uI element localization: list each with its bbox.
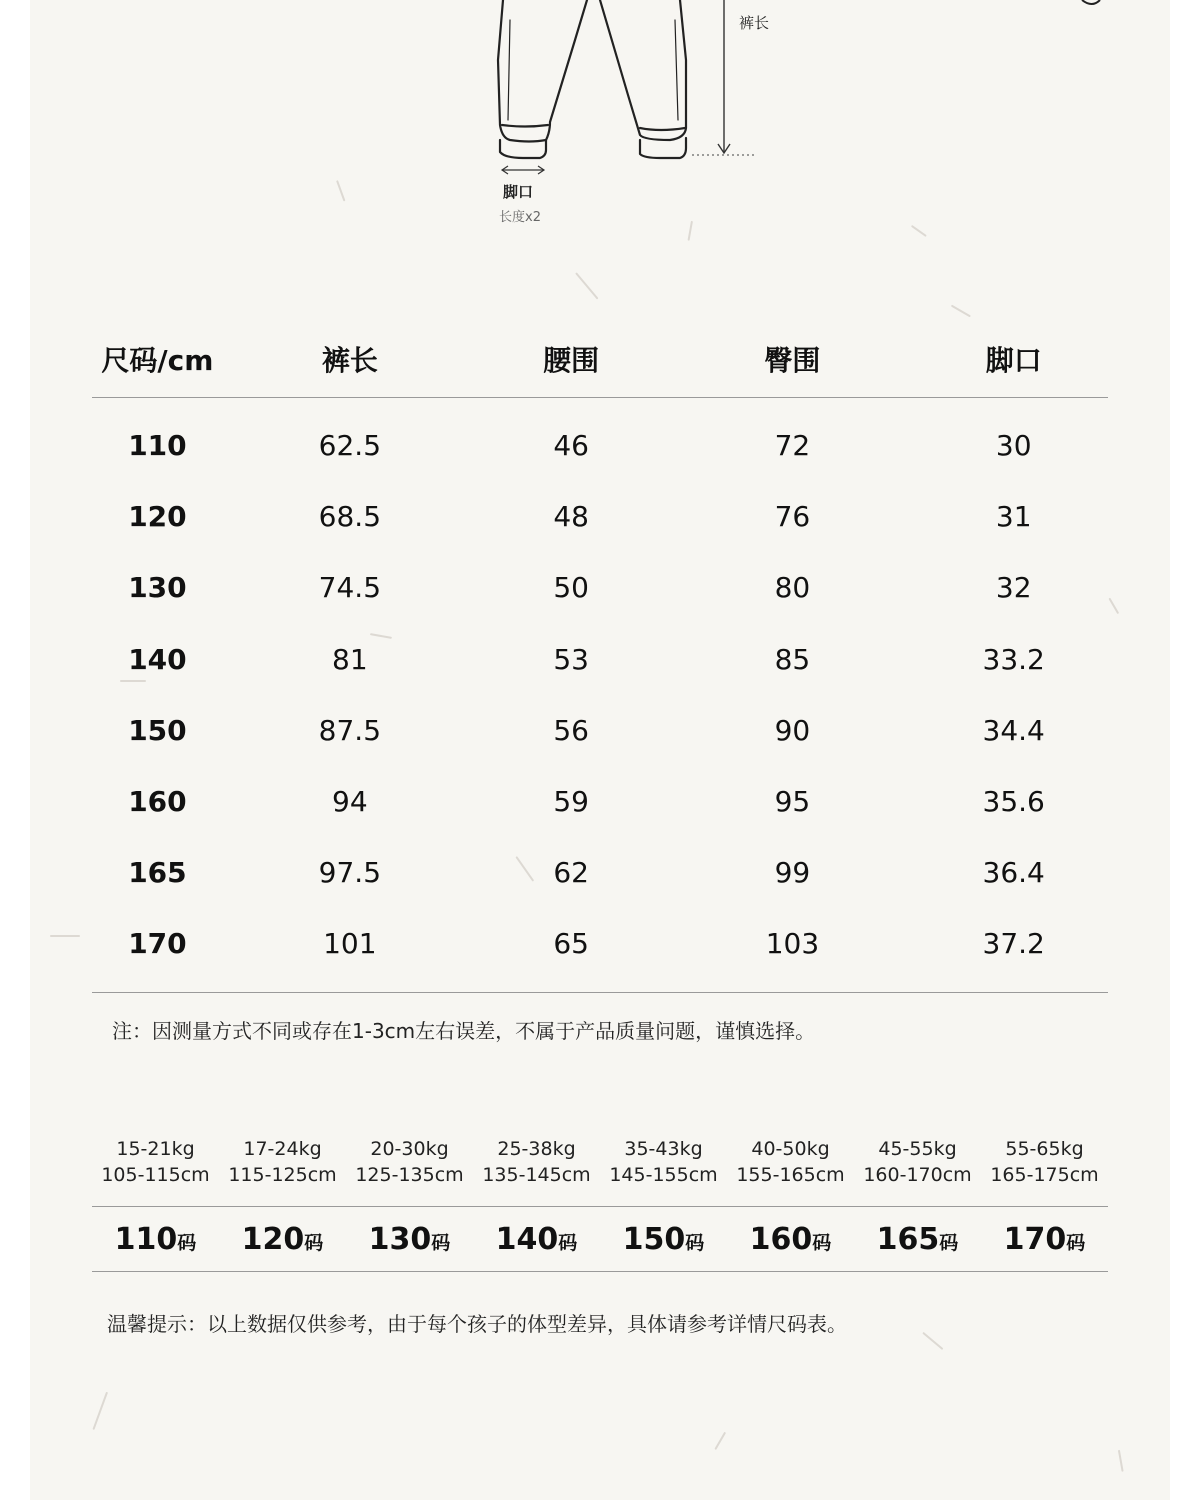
size-label — [727, 1222, 854, 1257]
length-label: 裤长 — [739, 14, 770, 32]
cuff-cell: 36.4 — [982, 856, 1045, 890]
header-pants-length: 裤长 — [321, 343, 378, 377]
waist-cell: 46 — [553, 429, 589, 463]
range-cell — [92, 1130, 219, 1206]
size-cell: 170 — [128, 927, 187, 961]
size-label — [473, 1222, 600, 1257]
weight-range: 45-55kg — [878, 1138, 957, 1160]
paper-fiber — [92, 1392, 107, 1430]
range-cell — [346, 1130, 473, 1206]
hip-cell: 103 — [765, 927, 820, 961]
cuff-cell: 31 — [995, 500, 1032, 534]
range-cell — [219, 1130, 346, 1206]
cuff-cell: 33.2 — [982, 642, 1045, 676]
size-label — [981, 1222, 1108, 1257]
table-row — [92, 624, 1108, 695]
size-table-body — [92, 398, 1108, 993]
size-unit: 码 — [177, 1231, 197, 1254]
cuff-label: 脚口 — [503, 183, 534, 201]
measurement-note: 注：因测量方式不同或存在1-3cm左右误差，不属于产品质量问题，谨慎选择。 — [112, 1019, 816, 1043]
size-table — [92, 320, 1108, 993]
size-label — [600, 1222, 727, 1257]
size-number: 130 — [368, 1221, 432, 1257]
size-label — [854, 1222, 981, 1257]
length-cell: 94 — [332, 785, 368, 819]
recommendation-ranges — [92, 1130, 1108, 1207]
size-label — [92, 1222, 219, 1257]
header-cuff: 脚口 — [985, 343, 1042, 377]
warm-tip: 温馨提示：以上数据仅供参考，由于每个孩子的体型差异，具体请参考详情尺码表。 — [107, 1312, 847, 1336]
waist-cell: 56 — [553, 713, 589, 747]
table-row — [92, 552, 1108, 623]
waist-cell: 62 — [553, 856, 589, 890]
length-cell: 97.5 — [318, 856, 382, 890]
size-number: 150 — [622, 1221, 686, 1257]
waist-cell: 50 — [553, 571, 589, 605]
waist-cell: 53 — [553, 642, 589, 676]
header-size: 尺码/cm — [101, 343, 214, 377]
range-cell — [981, 1130, 1108, 1206]
size-cell: 130 — [128, 571, 187, 605]
weight-range: 40-50kg — [751, 1138, 830, 1160]
header-waist: 腰围 — [543, 343, 600, 377]
range-cell — [600, 1130, 727, 1206]
recommendation-sizes — [92, 1207, 1108, 1272]
height-range: 105-115cm — [101, 1164, 210, 1186]
hip-cell: 72 — [774, 429, 811, 463]
size-recommendation — [92, 1130, 1108, 1272]
height-range: 165-175cm — [990, 1164, 1099, 1186]
range-cell — [854, 1130, 981, 1206]
size-label — [219, 1222, 346, 1257]
header-hip: 臀围 — [764, 343, 821, 377]
weight-range: 25-38kg — [497, 1138, 576, 1160]
height-range: 155-165cm — [736, 1164, 845, 1186]
length-cell: 62.5 — [318, 429, 382, 463]
size-unit: 码 — [558, 1231, 578, 1254]
length-cell: 101 — [323, 927, 377, 961]
length-cell: 81 — [332, 642, 368, 676]
size-cell: 120 — [128, 500, 187, 534]
hip-cell: 85 — [774, 642, 811, 676]
paper-fiber — [951, 305, 971, 317]
hip-cell: 95 — [774, 785, 811, 819]
weight-range: 20-30kg — [370, 1138, 449, 1160]
table-row — [92, 837, 1108, 908]
size-unit: 码 — [431, 1231, 451, 1254]
cuff-cell: 37.2 — [982, 927, 1045, 961]
cuff-note: 长度x2 — [499, 210, 541, 225]
table-row — [92, 410, 1108, 481]
paper-fiber — [575, 272, 598, 299]
size-cell: 165 — [128, 856, 187, 890]
weight-range: 15-21kg — [116, 1138, 195, 1160]
table-row — [92, 695, 1108, 766]
size-number: 140 — [495, 1221, 559, 1257]
size-table-header — [92, 320, 1108, 398]
weight-range: 35-43kg — [624, 1138, 703, 1160]
cuff-cell: 34.4 — [982, 713, 1045, 747]
pants-outline-icon — [30, 0, 1170, 240]
height-range: 160-170cm — [863, 1164, 972, 1186]
cuff-cell: 32 — [995, 571, 1032, 605]
waist-cell: 48 — [553, 500, 589, 534]
table-row — [92, 908, 1108, 979]
size-number: 165 — [876, 1221, 940, 1257]
size-unit: 码 — [1066, 1231, 1086, 1254]
paper-fiber — [1118, 1450, 1123, 1472]
size-number: 120 — [241, 1221, 305, 1257]
size-number: 160 — [749, 1221, 813, 1257]
length-cell: 74.5 — [318, 571, 382, 605]
size-chart-page — [30, 0, 1170, 1500]
cuff-cell: 35.6 — [982, 785, 1045, 819]
size-number: 170 — [1003, 1221, 1067, 1257]
size-unit: 码 — [685, 1231, 705, 1254]
paper-fiber — [923, 1332, 944, 1350]
range-cell — [727, 1130, 854, 1206]
size-unit: 码 — [939, 1231, 959, 1254]
paper-fiber — [50, 935, 80, 937]
hip-cell: 90 — [774, 713, 811, 747]
table-row — [92, 481, 1108, 552]
size-unit: 码 — [304, 1231, 324, 1254]
height-range: 115-125cm — [228, 1164, 337, 1186]
height-range: 135-145cm — [482, 1164, 591, 1186]
waist-cell: 65 — [553, 927, 589, 961]
weight-range: 55-65kg — [1005, 1138, 1084, 1160]
weight-range: 17-24kg — [243, 1138, 322, 1160]
length-cell: 87.5 — [318, 713, 382, 747]
length-cell: 68.5 — [318, 500, 382, 534]
size-number: 110 — [114, 1221, 178, 1257]
size-label — [346, 1222, 473, 1257]
height-range: 125-135cm — [355, 1164, 464, 1186]
size-cell: 110 — [128, 429, 187, 463]
range-cell — [473, 1130, 600, 1206]
paper-fiber — [1109, 598, 1119, 614]
waist-cell: 59 — [553, 785, 589, 819]
table-row — [92, 766, 1108, 837]
hip-cell: 99 — [774, 856, 811, 890]
size-cell: 150 — [128, 713, 187, 747]
hip-cell: 76 — [774, 500, 811, 534]
hip-cell: 80 — [774, 571, 811, 605]
paper-fiber — [714, 1432, 725, 1450]
pants-diagram — [30, 0, 1170, 240]
cuff-cell: 30 — [995, 429, 1032, 463]
size-cell: 140 — [128, 642, 187, 676]
size-cell: 160 — [128, 785, 187, 819]
height-range: 145-155cm — [609, 1164, 718, 1186]
size-unit: 码 — [812, 1231, 832, 1254]
